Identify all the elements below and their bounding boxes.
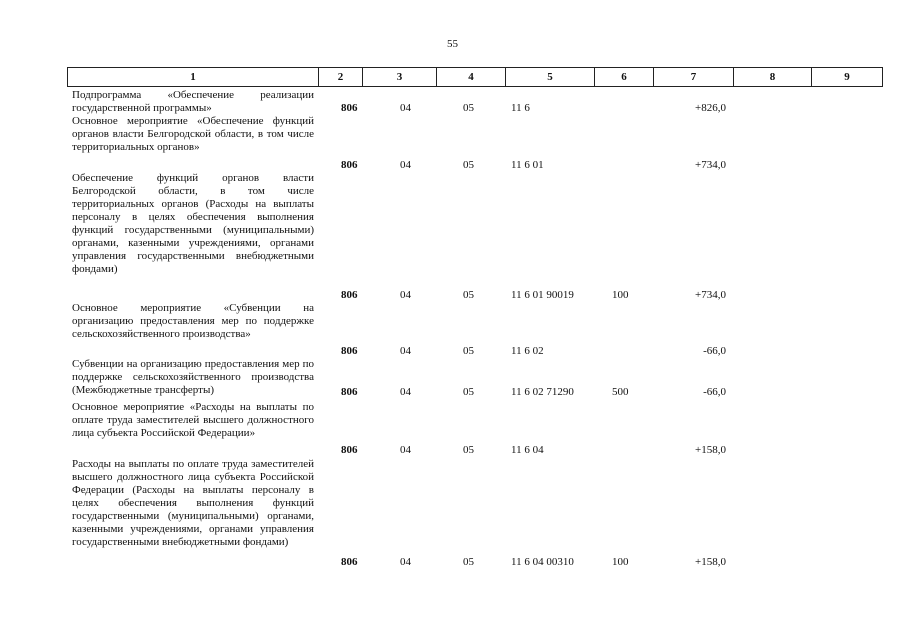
row-amount: -66,0 (703, 386, 726, 398)
row-target-code: 11 6 01 (511, 159, 544, 171)
header-col-5: 5 (506, 68, 595, 86)
header-col-2: 2 (319, 68, 363, 86)
row-target-code: 11 6 01 90019 (511, 289, 574, 301)
row-description: Подпрограмма «Обеспечение реализации государственной программы» (72, 89, 314, 114)
row-description: Основное мероприятие «Расходы на выплаты по оплате труда заместителей высшего должностного лица субъекта Российской Федерации» (72, 401, 314, 439)
row-section-code: 04 (400, 289, 411, 301)
row-amount: +158,0 (695, 444, 726, 456)
row-amount: -66,0 (703, 345, 726, 357)
row-ministry-code: 806 (341, 444, 358, 456)
row-section-code: 04 (400, 345, 411, 357)
row-expense-type: 100 (612, 556, 629, 568)
header-col-3: 3 (363, 68, 437, 86)
row-section-code: 04 (400, 556, 411, 568)
row-subsection-code: 05 (463, 345, 474, 357)
row-ministry-code: 806 (341, 102, 358, 114)
header-col-8: 8 (734, 68, 812, 86)
row-section-code: 04 (400, 386, 411, 398)
row-subsection-code: 05 (463, 289, 474, 301)
row-section-code: 04 (400, 444, 411, 456)
row-description: Субвенции на организацию предоставления мер по поддержке сельскохозяйственного производства (Межбюджетные трансферты) (72, 358, 314, 396)
row-ministry-code: 806 (341, 289, 358, 301)
row-ministry-code: 806 (341, 386, 358, 398)
row-amount: +826,0 (695, 102, 726, 114)
row-amount: +734,0 (695, 159, 726, 171)
row-ministry-code: 806 (341, 159, 358, 171)
row-subsection-code: 05 (463, 444, 474, 456)
row-subsection-code: 05 (463, 159, 474, 171)
row-description: Основное мероприятие «Субвенции на организацию предоставления мер по поддержке сельскохозяйственного производства» (72, 302, 314, 340)
header-col-7: 7 (654, 68, 734, 86)
header-col-9: 9 (844, 71, 850, 83)
row-expense-type: 100 (612, 289, 629, 301)
header-col-6: 6 (595, 68, 654, 86)
row-subsection-code: 05 (463, 386, 474, 398)
row-description: Расходы на выплаты по оплате труда заместителей высшего должностного лица субъекта Российской Федерации (Расходы на выплаты персоналу в целях обеспечения выполнения функций государственными (муниципальными) органами, казенными учреждениями, органами управления государственными внебюджетными фондами) (72, 458, 314, 548)
table-header (67, 67, 883, 87)
row-expense-type: 500 (612, 386, 629, 398)
row-target-code: 11 6 02 71290 (511, 386, 574, 398)
header-col-4: 4 (437, 68, 506, 86)
row-ministry-code: 806 (341, 345, 358, 357)
row-amount: +734,0 (695, 289, 726, 301)
row-subsection-code: 05 (463, 556, 474, 568)
row-section-code: 04 (400, 159, 411, 171)
page-number: 55 (447, 38, 458, 50)
row-description: Обеспечение функций органов власти Белгородской области, в том числе территориальных органов (Расходы на выплаты персоналу в целях обеспечения выполнения функций государственными (муниципальными) органами, казенными учреждениями, органами управления государственными внебюджетными фондами) (72, 172, 314, 275)
row-target-code: 11 6 04 (511, 444, 544, 456)
row-subsection-code: 05 (463, 102, 474, 114)
row-section-code: 04 (400, 102, 411, 114)
row-target-code: 11 6 04 00310 (511, 556, 574, 568)
row-description: Основное мероприятие «Обеспечение функций органов власти Белгородской области, в том числе территориальных органов» (72, 115, 314, 153)
header-col-1: 1 (68, 68, 319, 86)
row-target-code: 11 6 (511, 102, 530, 114)
row-ministry-code: 806 (341, 556, 358, 568)
row-target-code: 11 6 02 (511, 345, 544, 357)
row-amount: +158,0 (695, 556, 726, 568)
